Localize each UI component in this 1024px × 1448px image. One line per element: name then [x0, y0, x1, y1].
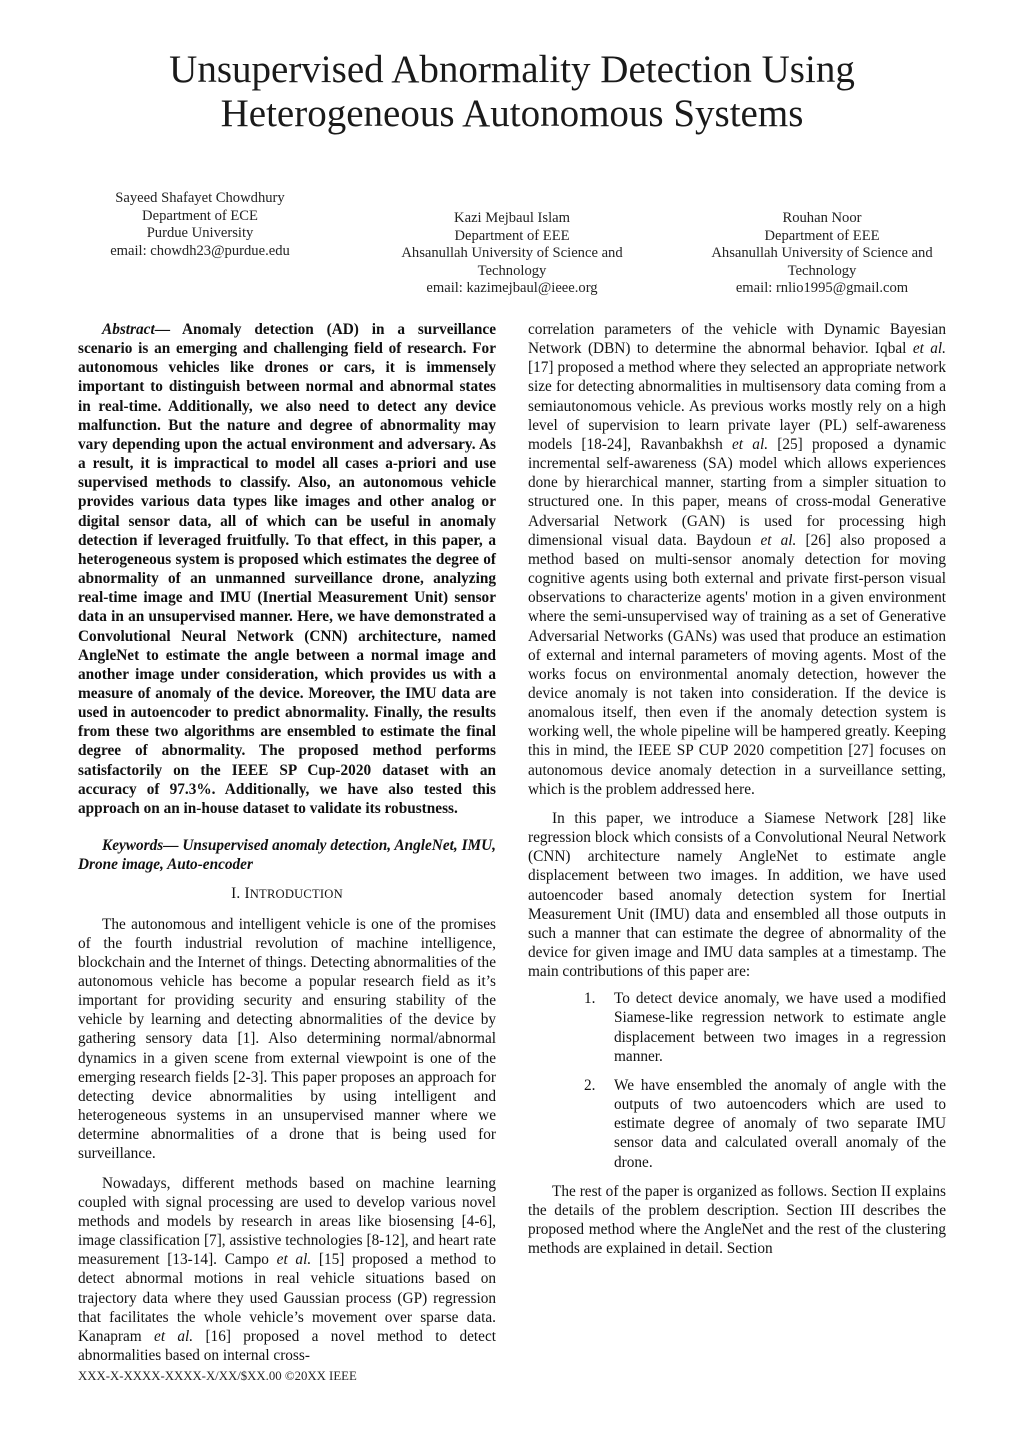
- text-run: [15] proposed a method to detect abnormal motions in real vehicle situations based on trajectory data where they used Gaussian process (GP) regression that facilitates the whole vehicle’s movement over sparse data. Kanapram: [78, 1251, 496, 1345]
- author-affiliation: Purdue University: [146, 225, 254, 241]
- list-number: 2.: [584, 1076, 596, 1094]
- author-name: Sayeed Shafayet Chowdhury: [115, 190, 285, 206]
- author-block-2: [380, 210, 644, 298]
- text-run: [16] proposed a novel method to detect abnormalities based on internal cross-: [78, 1327, 497, 1364]
- intro-paragraph-2: [78, 1174, 496, 1366]
- list-text: We have ensembled the anomaly of angle with the outputs of two autoencoders which are used to estimate degree of anomaly of two separate IMU sensor data and calculated overall anomaly of the drone.: [614, 1076, 946, 1171]
- list-number: 1.: [584, 990, 596, 1008]
- et-al: et al.: [912, 340, 946, 358]
- keywords: Keywords— Unsupervised anomaly detection, AngleNet, IMU, Drone image, Auto-encoder: [78, 837, 496, 874]
- text-run: [26] also proposed a method based on multi-sensor anomaly detection for moving cognitive agents using both external and private first-person visual observations to characterize agents' motion in a given environment where the semi-unsupervised way of training as a set of Generative Adversarial Networks (GANs) was used that produce an estimation of external and internal parameters of moving agents. Most of the works focus on environmental anomaly detection, however the device anomaly is not taken into consideration. If the device is anomalous itself, then even if the anomaly detection system is working well, the whole pipeline will be hampered greatly. Keeping this in mind, the IEEE SP CUP 2020 competition [27] focuses on autonomous device anomaly detection in a surveillance setting, which is the problem addressed here.: [528, 531, 946, 798]
- paper-title: [80, 48, 944, 136]
- text-run: [25] proposed a dynamic incremental self-awareness (SA) model which allows experiences done by hierarchical manner, starting from a simpler situation to structured one. In this paper, means of cross-modal Generative Adversarial Network (GAN) is used for processing high dimensional visual data. Baydoun: [528, 435, 946, 549]
- text-run: [17] proposed a method where they selected an appropriate network size for detecting abnormalities in multisensory data coming from a semiautonomous vehicle. As previous works mostly rely on a high level of supervision to learn private layer (PL) self-awareness models [18-24], Ravanbakhsh: [528, 359, 946, 453]
- author-affiliation-cont: Technology: [787, 262, 857, 279]
- intro-paragraph-1: The autonomous and intelligent vehicle is one of the promises of the fourth industrial revolution of machine intelligence, blockchain and the Internet of things. Detecting abnormalities of the autonomous vehicle has become a popular research field as it’s important for providing security and ensuring stability of the vehicle by learning and detecting abnormalities of the device by gathering sensory data [1]. Also determining normal/abnormal dynamics in a given scene from external viewpoint is one of the emerging research fields [2-3]. This paper proposes an approach for detecting device abnormalities by using intelligent and heterogeneous systems in an unsupervised manner where we determine abnormalities of a drone that is being used for surveillance.: [78, 915, 496, 1163]
- author-affiliation-cont: Technology: [477, 262, 547, 279]
- left-column: [78, 320, 496, 1365]
- contributions-list: [528, 989, 946, 1171]
- author-name: Rouhan Noor: [782, 210, 862, 226]
- author-email: email: chowdh23@purdue.edu: [110, 242, 290, 259]
- et-al: et al.: [760, 531, 797, 549]
- abstract-dash: —: [154, 321, 170, 338]
- author-email: email: kazimejbaul@ieee.org: [426, 280, 598, 296]
- author-department: Department of EEE: [764, 227, 880, 244]
- author-block-3: [700, 210, 944, 298]
- section-title-rest: NTRODUCTION: [249, 887, 343, 902]
- list-item: [528, 989, 946, 1066]
- section-heading-introduction: [78, 884, 496, 904]
- author-block-1: [80, 190, 320, 260]
- title-line-1: Unsupervised Abnormality Detection Using: [169, 48, 855, 91]
- author-name: Kazi Mejbaul Islam: [454, 210, 570, 226]
- intro-paragraph-4: The rest of the paper is organized as follows. Section II explains the details of the problem description. Section III describes the proposed method where the AngleNet and the rest of the clustering methods are explained in detail. Section: [528, 1182, 946, 1258]
- author-affiliation: Ahsanullah University of Science and: [711, 245, 933, 261]
- section-number: I.: [231, 885, 241, 903]
- author-department: Department of EEE: [454, 227, 570, 244]
- abstract-text: Anomaly detection (AD) in a surveillance scenario is an emerging and challenging field of research. For autonomous vehicles like drones or cars, it is immensely important to distinguish between normal and abnormal states in real-time. Additionally, we also need to detect any device malfunction. But the nature and degree of abnormality may vary depending upon the actual environment and adversary. As a result, it is impractical to model all cases a-priori and use supervised methods to classify. Also, an autonomous vehicle provides various data types like images and other analog or digital sensor data, all of which can be useful in anomaly detection if leveraged fruitfully. To that effect, in this paper, a heterogeneous system is proposed which estimates the degree of abnormality of an unmanned surveillance drone, analyzing real-time image and IMU (Inertial Measurement Unit) sensor data in an unsupervised manner. Here, we have demonstrated a Convolutional Neural Network (CNN) architecture, named AngleNet to estimate the angle between a normal image and another image under consideration, which provides us with a measure of anomaly of the device. Moreover, the IMU data are used in autoencoder to predict abnormality. Finally, the results from these two algorithms are ensembled to estimate the final degree of abnormality. The proposed method performs satisfactorily on the IEEE SP Cup-2020 dataset with an accuracy of 97.3%. Additionally, we have also tested this approach on an in-house dataset to validate its robustness.: [78, 321, 496, 817]
- text-run: Nowadays, different methods based on machine learning coupled with signal processing are used to develop various novel methods and models by research in areas like biosensing [4-6], image classification [7], assistive technologies [8-12], and heart rate measurement [13-14]. Campo: [78, 1174, 496, 1269]
- list-text: To detect device anomaly, we have used a modified Siamese-like regression network to estimate angle displacement between two images in a regression manner.: [614, 990, 946, 1065]
- author-department: Department of ECE: [142, 207, 258, 224]
- author-email: email: rnlio1995@gmail.com: [735, 280, 909, 296]
- section-title-first: I: [244, 885, 250, 903]
- list-item: [528, 1076, 946, 1172]
- intro-paragraph-3: In this paper, we introduce a Siamese Network [28] like regression block which consists of a Convolutional Neural Network (CNN) architecture namely AngleNet to estimate angle displacement between two images. In addition, we have used autoencoder based anomaly detection system for Inertial Measurement Unit (IMU) data and ensembled all those outputs in such a manner that can estimate the degree of abnormality of the device for given image and IMU data samples at a timestamp. The main contributions of this paper are:: [528, 809, 946, 981]
- et-al: et al.: [276, 1251, 312, 1269]
- abstract-label: Abstract: [102, 321, 155, 338]
- copyright-footer: XXX-X-XXXX-XXXX-X/XX/$XX.00 ©20XX IEEE: [78, 1369, 357, 1383]
- abstract: [78, 320, 496, 818]
- intro-paragraph-2-cont: [528, 320, 946, 799]
- author-affiliation: Ahsanullah University of Science and: [401, 245, 623, 261]
- et-al: et al.: [154, 1327, 194, 1345]
- right-column: [528, 320, 946, 1258]
- et-al: et al.: [732, 435, 769, 453]
- text-run: correlation parameters of the vehicle with Dynamic Bayesian Network (DBN) to determine the abnormal behavior. Iqbal: [528, 321, 946, 358]
- title-line-2: Heterogeneous Autonomous Systems: [220, 92, 804, 135]
